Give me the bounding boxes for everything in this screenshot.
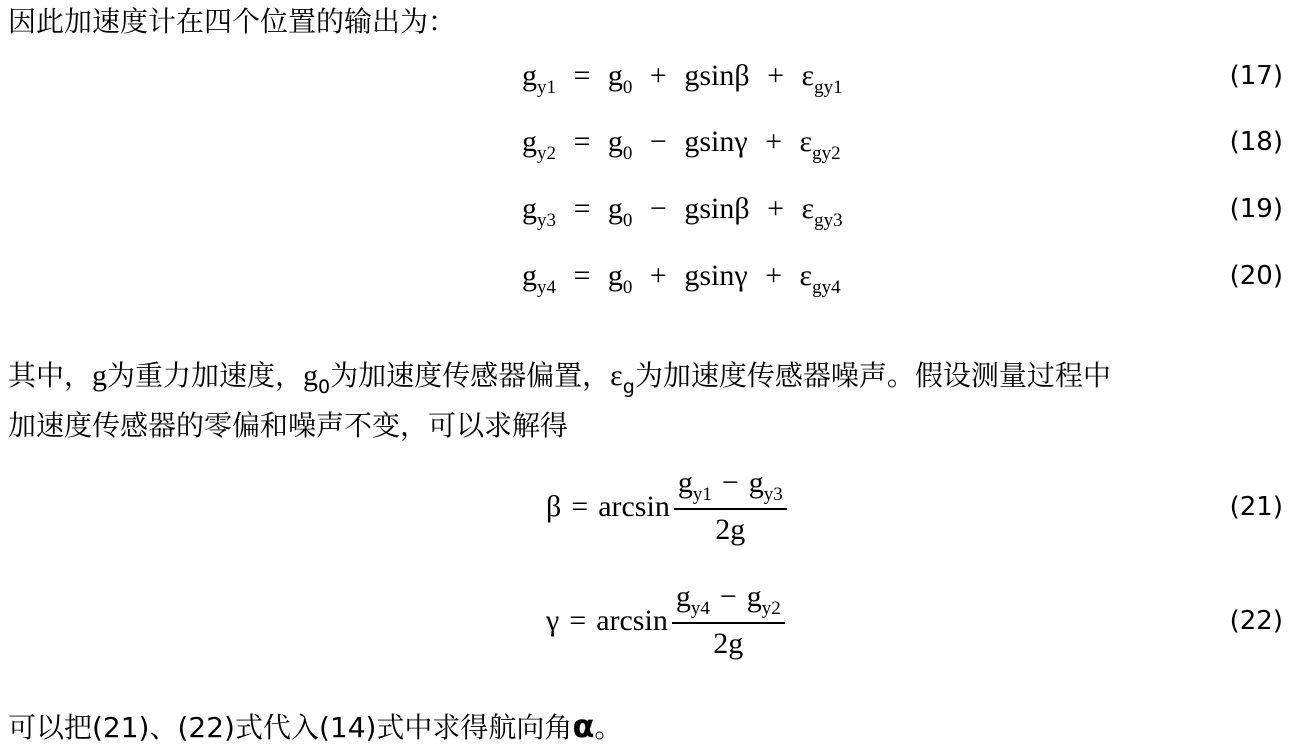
subscript: gy1 <box>814 77 843 98</box>
term: gsinγ <box>684 125 748 158</box>
subscript: y2 <box>761 598 781 619</box>
subscript: 0 <box>622 210 633 231</box>
subscript: y3 <box>763 484 783 505</box>
operator: − <box>649 125 667 158</box>
symbol: g <box>522 59 537 92</box>
equation-body <box>546 462 787 552</box>
text-run: 可以把(21)、(22)式代入(14)式中求得航向角 <box>8 711 573 744</box>
subscript: 0 <box>318 376 331 398</box>
symbol: ε <box>799 125 813 158</box>
symbol: g <box>522 125 537 158</box>
term: gsinγ <box>684 259 748 292</box>
operator: + <box>765 259 783 292</box>
text-run: 其中， <box>8 359 93 392</box>
subscript: y4 <box>537 277 556 298</box>
conclusion-text <box>8 704 622 750</box>
text-run: 为加速度传感器噪声。假设测量过程中 <box>634 359 1111 392</box>
subscript: gy2 <box>812 143 841 164</box>
subscript: y3 <box>537 210 556 231</box>
symbol: ε <box>801 59 815 92</box>
fraction <box>672 578 785 664</box>
operator: = <box>569 604 587 637</box>
subscript: y4 <box>690 598 710 619</box>
equation-body: $g_{y4} = g_0 + gsin\gamma + \varepsilon_{gy4}$ <box>522 259 841 298</box>
subscript: y1 <box>692 484 712 505</box>
function-name: arcsin <box>596 604 668 637</box>
operator: − <box>721 466 739 499</box>
symbol: g <box>303 359 319 392</box>
equation-22 <box>0 576 1307 666</box>
symbol: ε <box>801 192 815 225</box>
equation-number: (19) <box>1229 194 1283 224</box>
equation-body <box>546 576 785 666</box>
equation-20 <box>0 256 1307 306</box>
symbol: g <box>607 59 623 92</box>
equation-number: (22) <box>1229 606 1283 636</box>
term: gsinβ <box>684 59 750 92</box>
paragraph-definitions <box>8 354 1111 401</box>
subscript: 0 <box>622 77 633 98</box>
symbol: β <box>546 490 562 523</box>
equation-19 <box>0 189 1307 239</box>
equation-number: (17) <box>1229 61 1283 91</box>
equation-18 <box>0 122 1307 172</box>
subscript: y2 <box>537 143 556 164</box>
subscript: 0 <box>622 277 633 298</box>
equation-number: (21) <box>1229 492 1283 522</box>
symbol: γ <box>546 604 560 637</box>
symbol: g <box>675 580 691 613</box>
equation-17 <box>0 56 1307 106</box>
operator: = <box>571 490 589 523</box>
symbol: ε <box>610 359 623 392</box>
symbol: ε <box>799 259 813 292</box>
subscript: y1 <box>537 77 556 98</box>
operator: + <box>767 59 785 92</box>
subscript: 0 <box>622 143 633 164</box>
symbol: g <box>92 359 108 392</box>
symbol: g <box>607 192 623 225</box>
intro-text: 因此加速度计在四个位置的输出为： <box>8 5 457 38</box>
numerator <box>672 578 785 624</box>
symbol: g <box>522 259 537 292</box>
numerator <box>674 464 787 510</box>
operator: − <box>719 580 737 613</box>
text-run: 为加速度传感器偏置， <box>330 359 611 392</box>
equation-21 <box>0 462 1307 552</box>
fraction <box>674 464 787 550</box>
symbol: g <box>746 580 762 613</box>
symbol: g <box>607 259 623 292</box>
paragraph-line-2: 加速度传感器的零偏和噪声不变，可以求解得 <box>8 409 569 442</box>
symbol: g <box>607 125 623 158</box>
operator: + <box>767 192 785 225</box>
equation-number: (20) <box>1229 261 1283 291</box>
equation-body: $g_{y3} = g_0 - gsin\beta + \varepsilon_{gy3}$ <box>522 192 843 231</box>
symbol: g <box>522 192 537 225</box>
text-run: 为重力加速度， <box>107 359 304 392</box>
symbol: g <box>748 466 764 499</box>
equation-number: (18) <box>1229 127 1283 157</box>
denominator: 2g <box>713 627 744 660</box>
text-run: 。 <box>594 711 623 744</box>
operator: + <box>765 125 783 158</box>
subscript: gy4 <box>812 277 841 298</box>
subscript: gy3 <box>814 210 843 231</box>
symbol: g <box>677 466 693 499</box>
operator: + <box>649 259 667 292</box>
operator: − <box>649 192 667 225</box>
denominator: 2g <box>715 513 746 546</box>
symbol-alpha: α <box>572 707 595 745</box>
equation-body: $g_{y2} = g_0 - gsin\gamma + \varepsilon_{gy2}$ <box>522 125 841 164</box>
operator: + <box>649 59 667 92</box>
subscript: g <box>622 376 635 398</box>
term: gsinβ <box>684 192 750 225</box>
equation-body: $g_{y1} = g_0 + gsin\beta + \varepsilon_{gy1}$ <box>522 59 843 98</box>
function-name: arcsin <box>598 490 670 523</box>
